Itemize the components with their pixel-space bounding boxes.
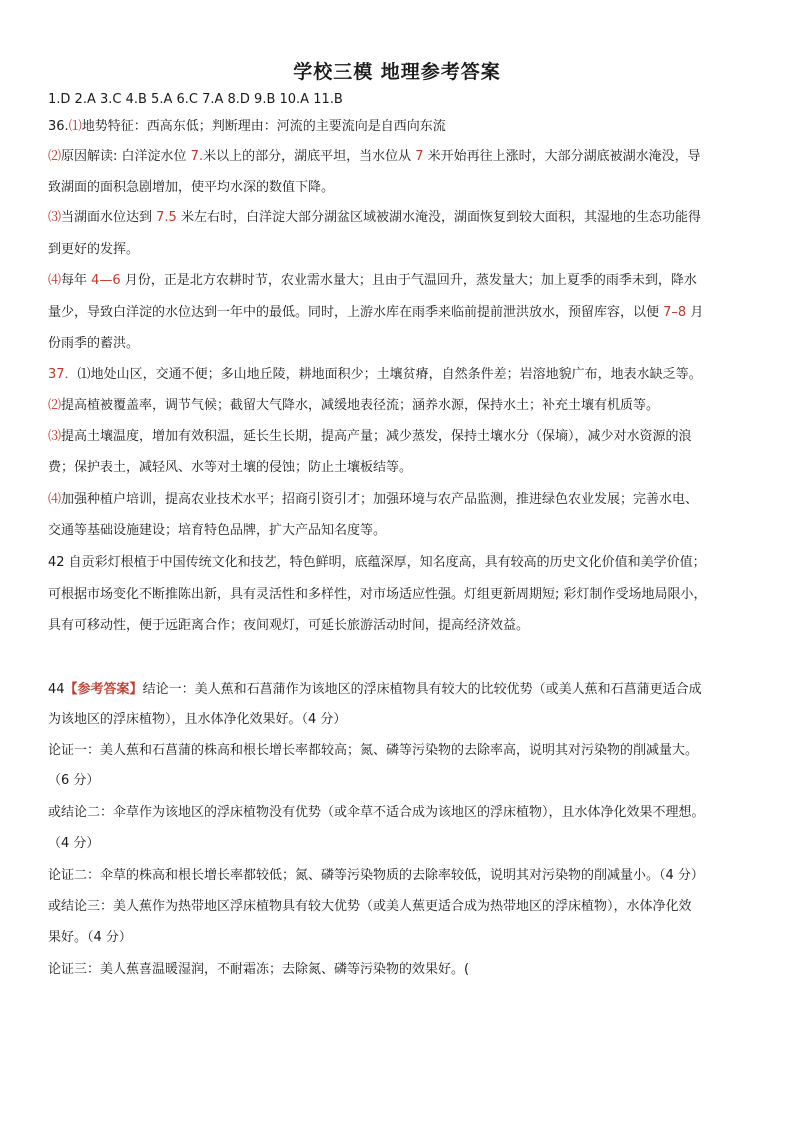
part-marker: ⑵ — [48, 398, 62, 413]
q44-line: （6 分） — [48, 773, 100, 788]
part-marker: ⑷ — [48, 492, 62, 507]
answer-text: 结论一：美人蕉和石菖蒲作为该地区的浮床植物具有较大的比较优势（或美人蕉和石菖蒲更适合成 — [142, 682, 702, 697]
q44-line: 果好。（4 分） — [48, 930, 132, 945]
q36-part4-cont: 份雨季的蓄洪。 — [48, 336, 140, 351]
q42-line: 42 自贡彩灯根植于中国传统文化和技艺，特色鲜明，底蕴深厚，知名度高，具有较高的历史文化价值和美学价值； — [48, 555, 706, 570]
q36-part2-cont: 致湖面的面积急剧增加，使平均水深的数值下降。 — [48, 180, 335, 195]
q44-line: （4 分） — [48, 836, 100, 851]
q44-line: 或结论三：美人蕉作为热带地区浮床植物具有较大优势（或美人蕉更适合成为热带地区的浮床植物），水体净化效 — [48, 899, 692, 914]
q44-line: 或结论二：伞草作为该地区的浮床植物没有优势（或伞草不适合成为该地区的浮床植物），且水体净化效果不理想。 — [48, 805, 705, 820]
answer-text: 当湖面水位达到 — [61, 210, 157, 225]
answer-text: 提高植被覆盖率，调节气候；截留大气降水，减缓地表径流；涵养水源，保持水土；补充土壤有机质等。 — [61, 398, 660, 413]
q42-line: 具有可移动性，便于远距离合作；夜间观灯，可延长旅游活动时间，提高经济效益。 — [48, 618, 530, 633]
answer-text: 量少，导致白洋淀的水位达到一年中的最低。同时，上游水库在雨季来临前提前泄洪放水，预留库容，以便 — [48, 305, 664, 320]
q36-part4 — [48, 273, 697, 289]
highlight-value: 7–8 — [663, 305, 687, 320]
part-marker: ⑵ — [48, 149, 62, 164]
q37-part2 — [48, 398, 659, 414]
answer-text: 提高土壤温度，增加有效积温，延长生长期，提高产量；减少蒸发，保持土壤水分（保墒），减少对水资源的浪 — [61, 429, 692, 444]
q44-line: 论证二：伞草的株高和根长增长率都较低；氮、磷等污染物质的去除率较低，说明其对污染物的削减量小。（4 分） — [48, 868, 704, 883]
answer-text: 米以上的部分，湖底平坦，当水位从 — [203, 149, 416, 164]
q44-line: 论证三：美人蕉喜温暖湿润，不耐霜冻；去除氮、磷等污染物的效果好。( — [48, 962, 470, 977]
page-title: 学校三模 地理参考答案 — [293, 61, 501, 83]
answer-text: 加强种植户培训，提高农业技术水平；招商引资引才；加强环境与农产品监测，推进绿色农业发展；完善水电、 — [61, 492, 699, 507]
answer-text: 米左右时，白洋淀大部分湖盆区域被湖水淹没，湖面恢复到较大面积，其湿地的生态功能得 — [176, 210, 701, 225]
multiple-choice-answers: 1.D 2.A 3.C 4.B 5.A 6.C 7.A 8.D 9.B 10.A 11.B — [48, 92, 343, 107]
q37-part1 — [48, 367, 702, 383]
q37-part4-cont: 交通等基础设施建设；培育特色品牌，扩大产品知名度等。 — [48, 523, 387, 538]
q37-part4 — [48, 492, 698, 508]
answer-text: 地势特征：西高东低；判断理由：河流的主要流向是自西向东流 — [81, 119, 446, 134]
answer-text: 地处山区，交通不便；多山地丘陵，耕地面积少；土壤贫瘠，自然条件差；岩溶地貌广布，地表水缺乏等。 — [90, 367, 702, 382]
part-marker: ⑶ — [48, 429, 62, 444]
q44-conclusion1 — [48, 682, 702, 698]
answer-text: 米开始再往上涨时，大部分湖底被湖水淹没，导 — [423, 149, 701, 164]
part-marker: ⑴ — [68, 119, 82, 134]
q42-line: 可根据市场变化不断推陈出新，具有灵活性和多样性，对市场适应性强。灯组更新周期短; 彩灯制作受场地局限小， — [48, 587, 707, 602]
answer-text: 原因解读: 白洋淀水位 — [61, 149, 191, 164]
q36-part2 — [48, 149, 701, 165]
q36-part3-cont: 到更好的发挥。 — [48, 242, 140, 257]
highlight-value: 4—6 — [91, 273, 121, 288]
highlight-value: 7. — [190, 149, 204, 164]
q36-part4-cont — [48, 305, 703, 321]
part-marker: ⑷ — [48, 273, 62, 288]
q36-part3 — [48, 210, 701, 226]
question-number: 44 — [48, 682, 65, 697]
highlight-value: 7 — [415, 149, 424, 164]
part-marker: ⑴ — [77, 367, 91, 382]
q36-part1 — [48, 119, 446, 135]
q44-line: 论证一：美人蕉和石菖蒲的株高和根长增长率都较高；氮、磷等污染物的去除率高，说明其对污染物的削减量大。 — [48, 743, 699, 758]
highlight-value: 7.5 — [156, 210, 177, 225]
question-number: 37． — [48, 367, 78, 382]
q37-part3-cont: 费；保护表土，减轻风、水等对土壤的侵蚀；防止土壤板结等。 — [48, 460, 413, 475]
q37-part3 — [48, 429, 692, 445]
reference-answer-label: 【参考答案】 — [64, 682, 143, 697]
q44-line: 为该地区的浮床植物），且水体净化效果好。（4 分） — [48, 712, 347, 727]
part-marker: ⑶ — [48, 210, 62, 225]
answer-text: 每年 — [61, 273, 92, 288]
answer-text: 月份，正是北方农耕时节，农业需水量大；且由于气温回升，蒸发量大；加上夏季的雨季未到，降水 — [120, 273, 697, 288]
answer-text: 月 — [686, 305, 704, 320]
question-number: 36. — [48, 119, 69, 134]
